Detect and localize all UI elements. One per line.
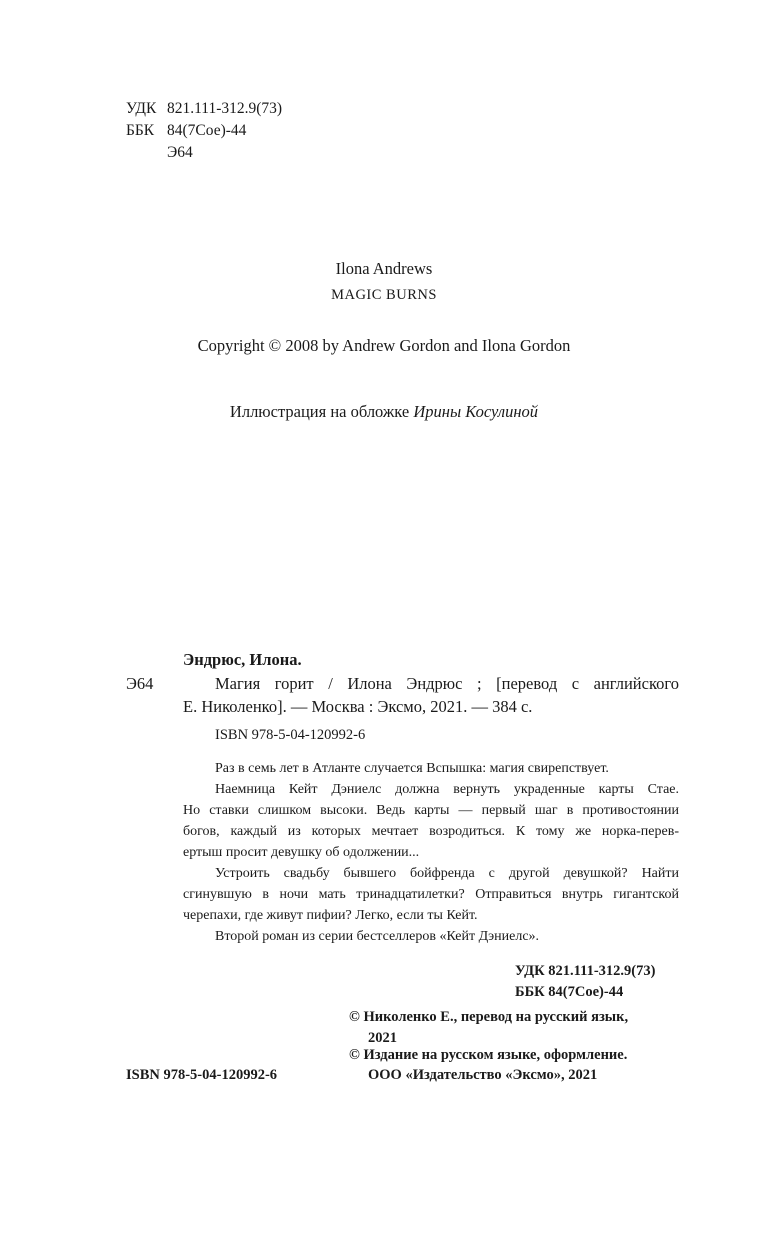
original-author: Ilona Andrews (335, 259, 433, 278)
annotation-line: Наемница Кейт Дэниелс должна вернуть украденные карты Стае. (215, 782, 679, 797)
udk-bottom: УДК 821.111-312.9(73) (515, 963, 656, 979)
catalog-line-1: Магия горит / Илона Эндрюс ; [перевод с английского (215, 674, 679, 693)
copyright-original: Copyright © 2008 by Andrew Gordon and Ilona Gordon (197, 336, 571, 355)
copyright-translation-year: 2021 (368, 1030, 397, 1046)
copyright-edition: © Издание на русском языке, оформление. (349, 1047, 628, 1063)
author-mark-top: Э64 (167, 144, 193, 161)
annotation-line: черепахи, где живут пифии? Легко, если ты Кейт. (183, 908, 478, 923)
illustration-prefix: Иллюстрация на обложке (229, 402, 414, 421)
catalog-heading: Эндрюс, Илона. (183, 650, 302, 669)
udk-value: 821.111-312.9(73) (167, 100, 283, 117)
annotation-line: Но ставки слишком высоки. Ведь карты — первый шаг в противостоянии (183, 803, 679, 818)
bbk-line (126, 120, 246, 142)
isbn-bottom: ISBN 978-5-04-120992-6 (126, 1067, 278, 1083)
annotation-line: богов, каждый из которых мечтает возродиться. К тому же норка-перев- (183, 824, 679, 839)
illustration-artist: Ирины Косулиной (413, 402, 539, 421)
copyright-publisher: ООО «Издательство «Эксмо», 2021 (368, 1067, 598, 1083)
annotation-line: Раз в семь лет в Атланте случается Вспышка: магия свирепствует. (215, 761, 609, 776)
annotation-line: Второй роман из серии бестселлеров «Кейт Дэниелс». (215, 929, 540, 944)
catalog-isbn: ISBN 978-5-04-120992-6 (215, 727, 366, 743)
bbk-bottom: ББК 84(7Сое)-44 (515, 984, 624, 1000)
original-title: MAGIC BURNS (331, 287, 437, 303)
bbk-value: 84(7Сое)-44 (167, 122, 247, 139)
annotation-line: ертыш просит девушку об одолжении... (183, 845, 420, 860)
udk-label: УДК (126, 100, 157, 117)
copyright-translation: © Николенко Е., перевод на русский язык, (349, 1009, 629, 1025)
bbk-label: ББК (126, 122, 155, 139)
annotation-line: Устроить свадьбу бывшего бойфренда с другой девушкой? Найти (215, 866, 679, 881)
catalog-mark: Э64 (126, 674, 154, 693)
catalog-line-2: Е. Николенко]. — Москва : Эксмо, 2021. — 384 с. (183, 697, 533, 716)
illustration-credit (0, 402, 768, 422)
udk-line (126, 98, 282, 120)
annotation-line: сгинувшую в ночи мать тринадцатилетки? Отправиться внутрь гигантской (183, 887, 679, 902)
